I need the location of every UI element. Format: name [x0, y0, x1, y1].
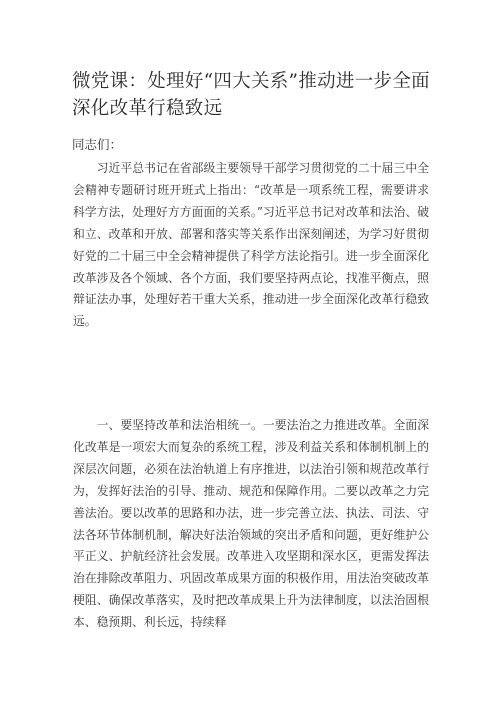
salutation: 同志们：	[72, 137, 123, 152]
document-title: 微党课：处理好“四大关系”推动进一步全面深化改革行稳致远	[72, 71, 430, 119]
paragraph-section-one: 一、要坚持改革和法治相统一。一要法治之力推进改革。全面深化改革是一项宏大而复杂的系统工程，涉及利益关系和体制机制上的深层次问题，必须在法治轨道上有序推进，以法治引领和规范改革行为，发挥好法治的引导、推动、规范和保障作用。二要以改革之力完善法治。要以改革的思路和办法，进一步完善立法、执法、司法、守法各环节体制机制，解决好法治领域的突出矛盾和问题，更好维护公平正义、护航经济社会发展。改革进入攻坚期和深水区，更需发挥法治在排除改革阻力、巩固改革成果方面的积极作用，用法治突破改革梗阻、确保改革落实，及时把改革成果上升为法律制度，以法治固根本、稳预期、利长远，持续释	[73, 418, 429, 630]
paragraph-intro: 习近平总书记在省部级主要领导干部学习贯彻党的二十届三中全会精神专题研讨班开班式上指出：“改革是一项系统工程，需要讲求科学方法，处理好方方面面的关系。”习近平总书记对改革和法治、破和立、改革和开放、部署和落实等关系作出深刻阐述，为学习好贯彻好党的二十届三中全会精神提供了科学方法论指引。进一步全面深化改革涉及各个领域、各个方面，我们要坚持两点论，找准平衡点，照辩证法办事，处理好若干重大关系，推动进一步全面深化改革行稳致远。	[73, 161, 429, 329]
